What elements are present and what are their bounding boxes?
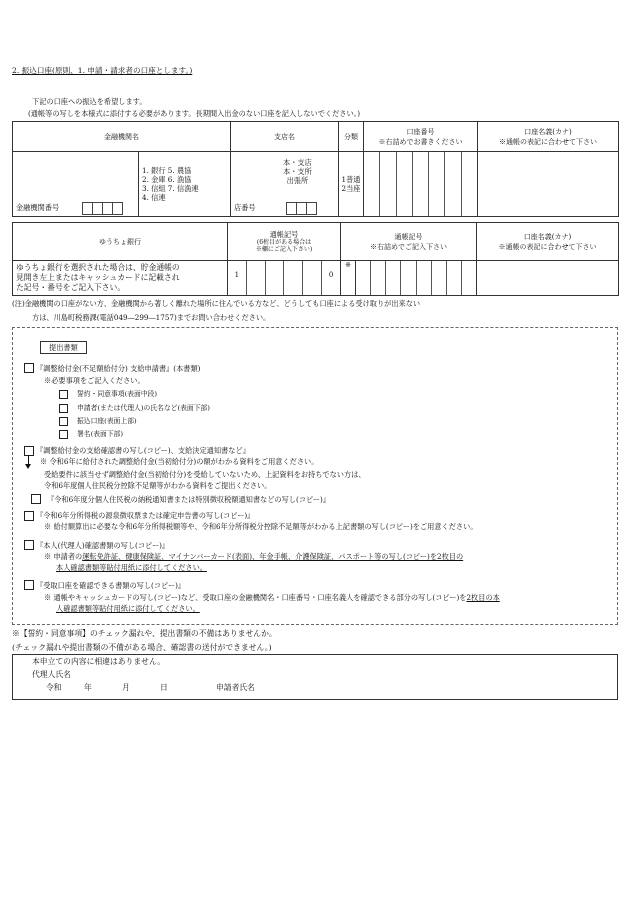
- account-type-cell[interactable]: [339, 152, 364, 217]
- item1-title: 『調整給付金(不足額給付分) 支給申請書』(本書類): [36, 364, 201, 373]
- era-label: 令和: [46, 683, 62, 692]
- yucho-symbol-label: 通帳記号: [269, 229, 299, 239]
- yucho-description: [13, 261, 228, 296]
- checkbox-sub-2[interactable]: [59, 404, 68, 413]
- branch-code-label: 店番号: [234, 203, 256, 212]
- inst-type-1: 1. 銀行 5. 農協: [142, 166, 192, 175]
- item6-note-1-underlined: 2枚目の本: [466, 593, 500, 602]
- yucho-symbol-header: [228, 223, 341, 261]
- account-header-note: ※右詰めでお書きください: [378, 137, 463, 146]
- branch-name-cell[interactable]: [231, 152, 339, 217]
- col-holder-header: [478, 122, 619, 152]
- branch-type-1: 本・支店: [283, 158, 312, 167]
- item5-note-1: [44, 552, 463, 561]
- item6-title: 『受取口座を確認できる書類の写し(コピー)』: [36, 581, 186, 590]
- yucho-desc-1: ゆうちょ銀行を選択された場合は、貯金通帳の: [16, 263, 180, 273]
- item2-title: 『調整給付金の支給確認書の写し(コピー)、支給決定通知書など』: [36, 446, 250, 455]
- account-holder-cell[interactable]: [478, 152, 619, 217]
- day-label: 日: [160, 683, 168, 692]
- yucho-symbol-note-2: ※欄にご記入下さい): [255, 246, 313, 253]
- inst-type-3: 3. 信組 7. 信漁連: [142, 184, 199, 193]
- inst-type-4: 4. 信連: [142, 193, 166, 202]
- item4-note: ※ 給付額算出に必要な令和6年分所得税額等や、令和6年分所得税分控除不足額等がわかる上記書類の写し(コピー)をご用意ください。: [44, 522, 478, 531]
- item3-title: 『令和6年度分個人住民税の納税通知書または特別徴収税額通知書などの写し(コピー)』: [47, 495, 331, 504]
- branch-type-2: 本・支所: [283, 167, 312, 176]
- yucho-desc-3: た記号・番号をご記入下さい。: [16, 282, 126, 292]
- yucho-table: [12, 222, 619, 296]
- yucho-holder-header: [477, 223, 619, 261]
- item6-note-1: [44, 593, 500, 602]
- account-type-2: 2当座: [341, 184, 361, 193]
- account-type-1: 1普通: [341, 175, 361, 184]
- branch-type-3: 出張所: [286, 176, 309, 185]
- item1-note: ※必要事項をご記入ください。: [44, 376, 145, 385]
- institution-name-cell[interactable]: [13, 152, 139, 217]
- sub-item-1: 誓約・同意事項(表面中段): [77, 390, 158, 398]
- intro-line-2: (通帳等の写しを本様式に添付する必要があります。長期間入出金のない口座を記入しないでください。): [28, 109, 361, 118]
- arrow-head-icon: [25, 464, 31, 469]
- section-heading: 2. 振込口座(原則、1. 申請・請求者の口座とします。): [12, 66, 193, 75]
- yucho-mark: ※: [341, 261, 356, 296]
- account-header-label: 口座番号: [406, 127, 435, 136]
- item4-title: 『令和6年分所得税の源泉徴収票または確定申告書の写し(コピー)』: [36, 511, 255, 520]
- sub-item-4: 署名(表面下部): [77, 430, 124, 438]
- yucho-number-boxes[interactable]: [356, 261, 477, 296]
- yucho-header: ゆうちょ銀行: [13, 223, 228, 261]
- checkbox-sub-4[interactable]: [59, 430, 68, 439]
- yucho-holder-note: ※通帳の表記に合わせて下さい: [498, 242, 597, 251]
- holder-header-note: ※通帳の表記に合わせて下さい: [499, 137, 597, 146]
- yucho-holder-cell[interactable]: [477, 261, 619, 296]
- branch-code-boxes[interactable]: [287, 202, 317, 215]
- yucho-symbol-first: 1: [234, 271, 240, 279]
- note-line-2: 方は、川島町税務課(電話049―299―1757)までお問い合わせください。: [32, 313, 271, 322]
- item2-note-2: 受給要件に該当せず調整給付金(当初給付分)を受給していないため、上記資料をお持ちでない方は、: [44, 470, 366, 479]
- item5-note-2: 本人確認書類等貼付用紙に添付してください。: [56, 563, 207, 572]
- checkbox-item-4[interactable]: [24, 511, 34, 521]
- check-line-1: ※【誓約・同意事項】のチェック漏れや、提出書類の不備はありませんか。: [12, 629, 277, 638]
- col-institution-header: 金融機関名: [13, 122, 231, 152]
- sub-item-2: 申請者(または代理人)の氏名など(表面下部): [77, 404, 210, 412]
- sub-item-3: 振込口座(表面上部): [77, 417, 137, 425]
- checkbox-item-6[interactable]: [24, 580, 34, 590]
- yucho-number-note: ※右詰めでご記入下さい: [370, 242, 447, 251]
- year-label: 年: [84, 683, 92, 692]
- yucho-desc-2: 見開き左上またはキャッシュカードに記載され: [16, 273, 180, 283]
- bank-account-table: [12, 121, 619, 217]
- yucho-number-header: [341, 223, 477, 261]
- checkbox-sub-3[interactable]: [59, 417, 68, 426]
- yucho-symbol-note-1: (6桁目がある場合は: [256, 238, 312, 246]
- item2-note-1: ※ 令和6年に給付された調整給付金(当初給付分)の額がわかる資料をご用意ください。: [40, 457, 319, 466]
- inst-code-label: 金融機関番号: [16, 203, 60, 212]
- yucho-symbol-last: 0: [321, 261, 340, 295]
- item6-note-2: 人確認書類等貼付用紙に添付してください。: [56, 604, 200, 613]
- col-account-header: [364, 122, 478, 152]
- agent-name-label: 代理人氏名: [32, 670, 71, 679]
- col-branch-header: 支店名: [231, 122, 339, 152]
- checkbox-sub-1[interactable]: [59, 390, 68, 399]
- applicant-name-label: 申請者氏名: [216, 683, 255, 692]
- inst-code-boxes[interactable]: [83, 202, 123, 215]
- check-line-2: (チェック漏れや提出書類の不備がある場合、確認書の送付ができません。): [12, 643, 272, 652]
- inst-type-2: 2. 金庫 6. 漁協: [142, 175, 192, 184]
- institution-type-cell: [139, 152, 231, 217]
- item5-note-1-prefix: ※ 申請者の: [44, 552, 83, 561]
- checkbox-item-1[interactable]: [24, 363, 34, 373]
- item6-note-1-prefix: ※ 通帳やキャッシュカードの写し(コピー)など、受取口座の金融機関名・口座番号・口座名義人を確認できる部分の写し(コピー)を: [44, 593, 467, 602]
- holder-header-label: 口座名義(カナ): [524, 127, 572, 136]
- intro-line-1: 下記の口座への振込を希望します。: [32, 97, 147, 106]
- account-number-boxes[interactable]: [364, 152, 478, 217]
- branch-types: [283, 158, 312, 185]
- checkbox-item-5[interactable]: [24, 540, 34, 550]
- checkbox-item-3[interactable]: [31, 494, 41, 504]
- item5-note-1-underlined: 運転免許証、健康保険証、マイナンバーカード(表面)、年金手帳、介護保険証、パスポート等の写し(コピー)を2枚目の: [82, 552, 464, 561]
- sign-statement: 本申立ての内容に相違はありません。: [32, 657, 166, 666]
- yucho-symbol-boxes[interactable]: [228, 261, 341, 296]
- month-label: 月: [122, 683, 130, 692]
- yucho-number-label: 通帳記号: [394, 232, 423, 241]
- col-type-header: 分類: [339, 122, 364, 152]
- yucho-holder-label: 口座名義(カナ): [523, 232, 572, 241]
- note-line-1: (注)金融機関の口座がない方、金融機関から著しく離れた場所に住んでいる方など、どうしても口座による受け取りが出来ない: [12, 299, 421, 308]
- documents-label: 提出書類: [40, 341, 87, 354]
- item2-note-3: 令和6年度個人住民税分控除不足額等がわかる資料をご提出ください。: [44, 481, 272, 490]
- item5-title: 『本人(代理人)確認書類の写し(コピー)』: [36, 541, 170, 550]
